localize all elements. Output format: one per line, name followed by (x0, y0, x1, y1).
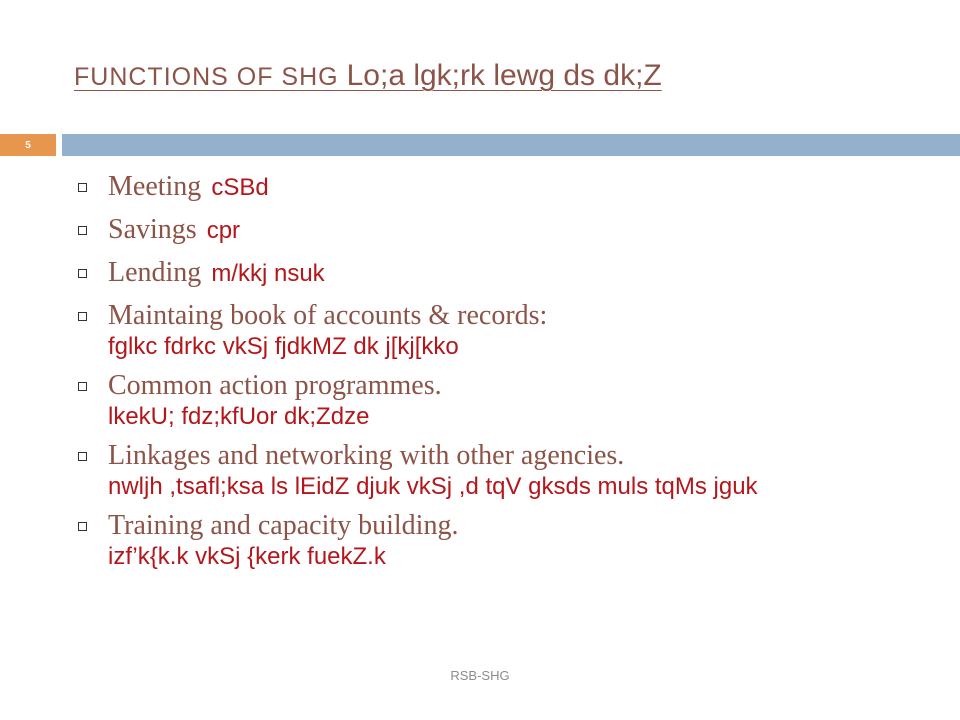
slide-number: 5 (25, 139, 31, 151)
bullet-text-hindi: m/kkj nsuk (211, 260, 325, 287)
slide-number-box (0, 134, 56, 156)
bullet-text-english: Maintaing book of accounts & records: (108, 300, 548, 331)
bullet-text-hindi: lkekU; fdz;kfUor dk;Zdze (108, 403, 370, 430)
bullet-training (76, 509, 946, 571)
bullet-text-english: Lending (108, 257, 202, 288)
bullet-lending (76, 256, 946, 299)
bullet-text-english: Meeting (108, 171, 202, 202)
spacer (76, 431, 946, 439)
square-bullet-icon (78, 452, 87, 461)
slide-title (74, 56, 662, 93)
bullet-text-hindi: cSBd (211, 174, 269, 201)
bullet-list (76, 170, 946, 571)
bullet-text-hindi: nwljh ,tsafl;ksa ls lEidZ djuk vkSj ,d tqV gksds muls tqMs jguk (108, 473, 758, 500)
bullet-text-english: Savings (108, 214, 197, 245)
bullet-savings (76, 213, 946, 256)
spacer (76, 361, 946, 369)
bullet-text-hindi: izf’k{k.k vkSj {kerk fuekZ.k (108, 543, 386, 570)
bullet-text-english: Training and capacity building. (108, 510, 459, 541)
square-bullet-icon (78, 183, 87, 192)
bullet-common-action (76, 369, 946, 431)
square-bullet-icon (78, 522, 87, 531)
bullet-linkages (76, 439, 946, 501)
square-bullet-icon (78, 226, 87, 235)
spacer (76, 501, 946, 509)
bullet-text-english: Common action programmes. (108, 370, 442, 401)
slide-title-hindi: Lo;a lgk;rk lewg ds dk;Z (346, 59, 662, 92)
square-bullet-icon (78, 312, 87, 321)
square-bullet-icon (78, 269, 87, 278)
slide-footer: RSB-SHG (450, 668, 510, 683)
slide-title-english: FUNCTIONS OF SHG (74, 63, 339, 91)
bullet-text-hindi: fglkc fdrkc vkSj fjdkMZ dk j[kj[kko (108, 333, 459, 360)
bullet-text-hindi: cpr (206, 217, 241, 244)
bullet-text-english: Linkages and networking with other agencies. (108, 440, 625, 471)
bullet-meeting (76, 170, 946, 213)
bullet-maintaining-accounts (76, 299, 946, 361)
header-bar (62, 134, 960, 156)
square-bullet-icon (78, 382, 87, 391)
